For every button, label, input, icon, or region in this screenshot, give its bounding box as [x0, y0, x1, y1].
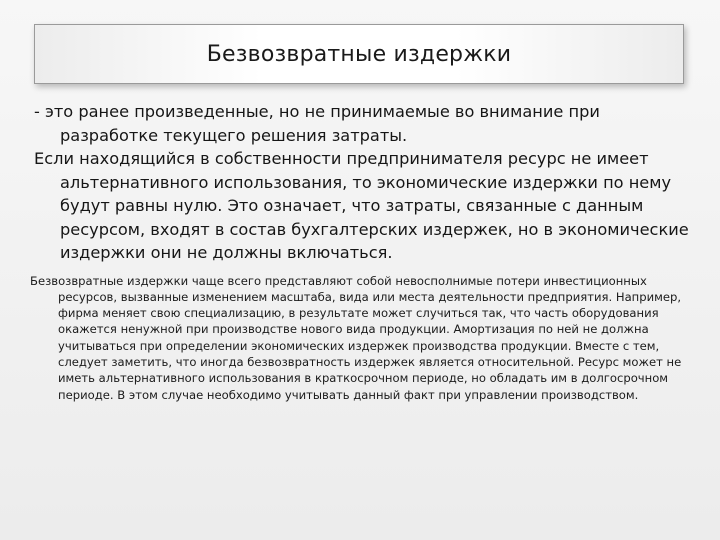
slide-content: [30, 100, 694, 403]
definition-paragraph: - это ранее произведенные, но не принимаемые во внимание при разработке текущего решения затраты.: [34, 102, 600, 145]
title-box: [34, 24, 684, 84]
slide-title: Безвозвратные издержки: [206, 41, 512, 67]
explanation-paragraph: Если находящийся в собственности предпринимателя ресурс не имеет альтернативного использования, то экономические издержки по нему будут равны нулю. Это означает, что затраты, связанные с данным ресурсом, входят в состав бухгалтерских издержек, но в экономические издержки они не должны включаться.: [34, 149, 689, 262]
details-paragraph: Безвозвратные издержки чаще всего представляют собой невосполнимые потери инвестиционных ресурсов, вызванные изменением масштаба, вида или места деятельности предприятия. Например, фирма меняет свою специализацию, в результате может случиться так, что часть оборудования окажется ненужной при производстве нового вида продукции. Амортизация по ней не должна учитываться при определении экономических издержек производства продукции. Вместе с тем, следует заметить, что иногда безвозвратность издержек является относительной. Ресурс может не иметь альтернативного использования в краткосрочном периоде, но обладать им в долгосрочном периоде. В этом случае необходимо учитывать данный факт при управлении производством.: [30, 273, 682, 402]
